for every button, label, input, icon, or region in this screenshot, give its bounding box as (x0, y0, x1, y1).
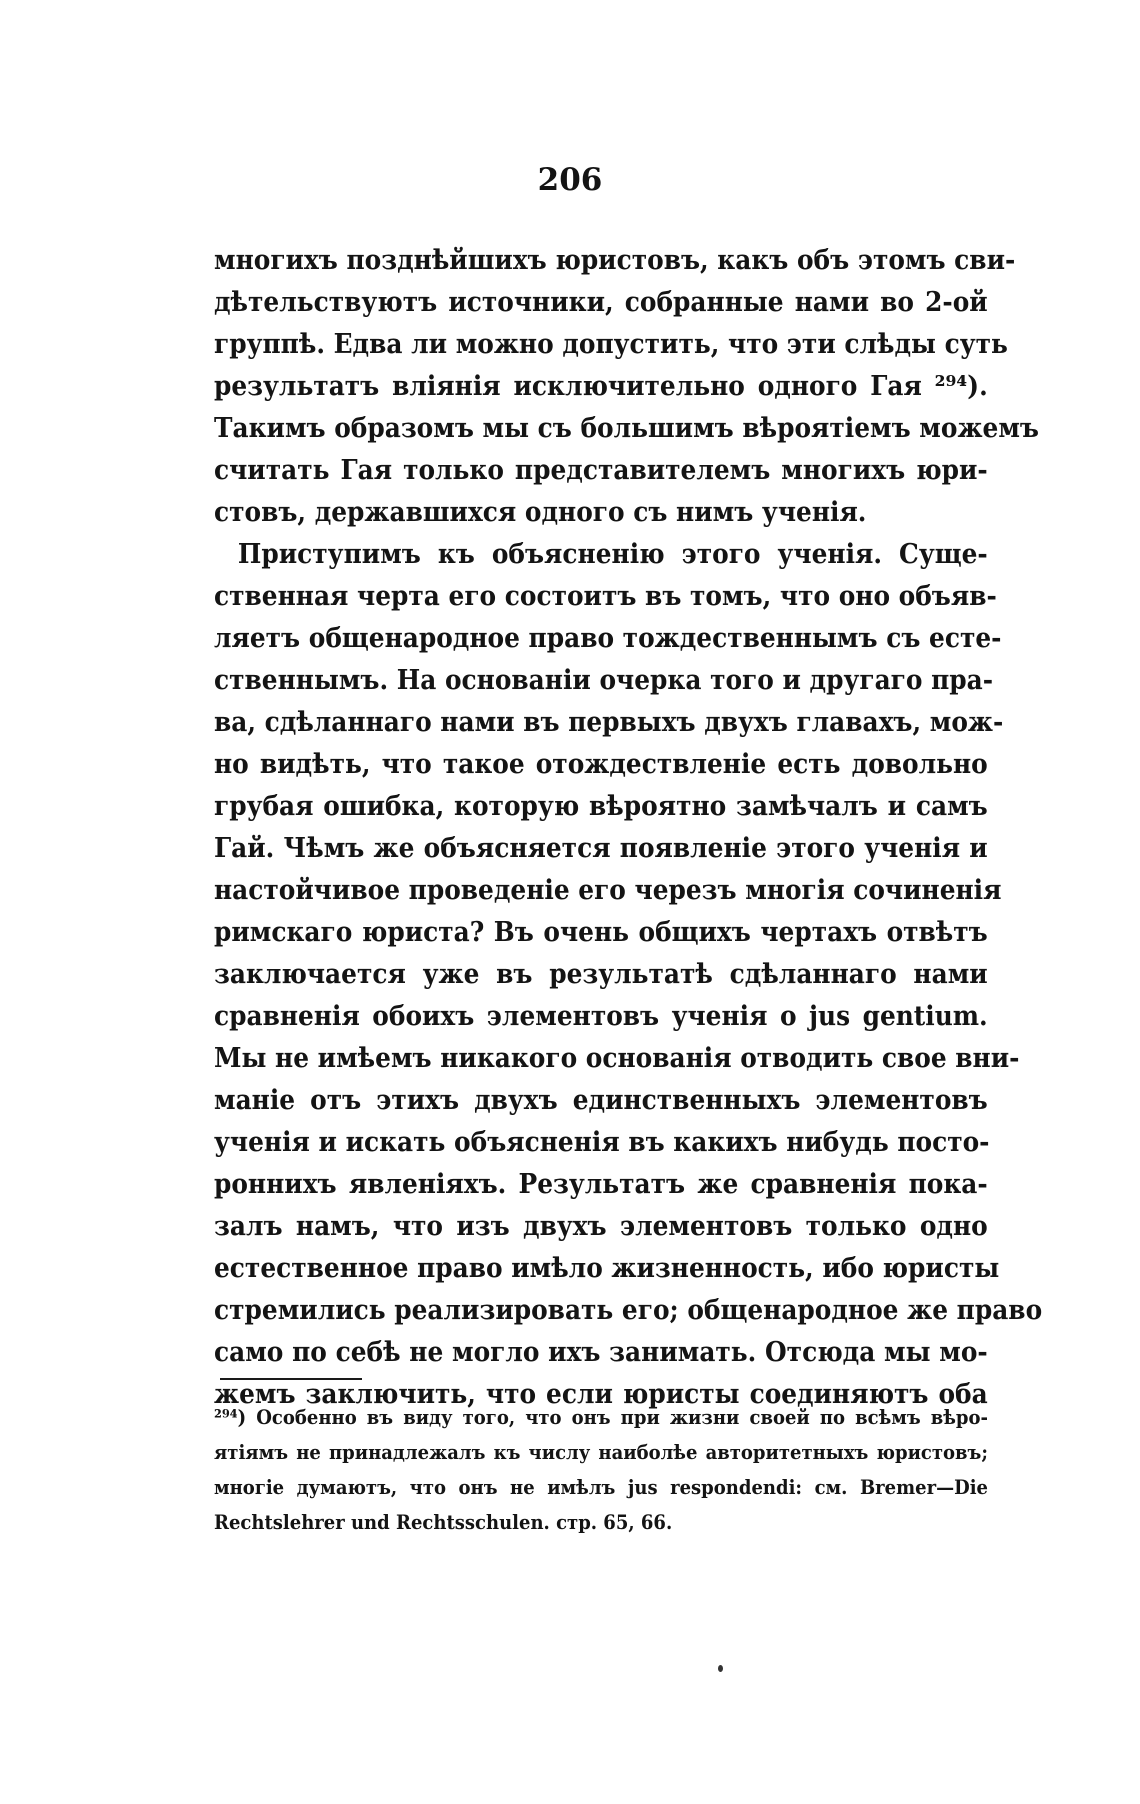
body-line: группѣ. Едва ли можно допустить, что эти слѣды суть (214, 329, 1008, 360)
body-line: залъ намъ, что изъ двухъ элементовъ только одно (214, 1211, 988, 1242)
footnote-line: ятіямъ не принадлежалъ къ числу наиболѣе авторитетныхъ юристовъ; (214, 1440, 988, 1464)
body-line: Мы не имѣемъ никакого основанія отводить свое вни- (214, 1043, 1020, 1074)
body-line: считать Гая только представителемъ многихъ юри- (214, 455, 988, 486)
footnote-line: многіе думаютъ, что онъ не имѣлъ jus respondendi: см. Bremer—Die (214, 1475, 988, 1499)
page-number: 206 (537, 162, 603, 198)
footnotes (214, 1400, 988, 1540)
footnote-line: Rechtslehrer und Rechtsschulen. стр. 65, 66. (214, 1510, 673, 1534)
body-line: многихъ позднѣйшихъ юристовъ, какъ объ этомъ сви- (214, 245, 1016, 276)
body-line: но видѣть, что такое отождествленіе есть довольно (214, 749, 988, 780)
body-line: маніе отъ этихъ двухъ единственныхъ элементовъ (214, 1085, 988, 1116)
body-line: ляетъ общенародное право тождественнымъ съ есте- (214, 623, 1002, 654)
body-line: грубая ошибка, которую вѣроятно замѣчалъ и самъ (214, 791, 988, 822)
body-line: жемъ заключить, что если юристы соединяютъ оба (214, 1379, 988, 1410)
body-line: дѣтельствуютъ источники, собранные нами во 2-ой (214, 287, 988, 318)
body-line: римскаго юриста? Въ очень общихъ чертахъ отвѣтъ (214, 917, 988, 948)
body-line: естественное право имѣло жизненность, ибо юристы (214, 1253, 1000, 1284)
body-line: Такимъ образомъ мы съ большимъ вѣроятіемъ можемъ (214, 413, 1039, 444)
body-line: результатъ вліянія исключительно одного Гая ²⁹⁴). (214, 371, 988, 402)
body-line: Гай. Чѣмъ же объясняется появленіе этого ученія и (214, 833, 988, 864)
ink-speck (718, 1665, 723, 1672)
footnote-divider (220, 1378, 362, 1380)
body-line: ственнымъ. На основаніи очерка того и другаго пра- (214, 665, 994, 696)
body-line: ученія и искать объясненія въ какихъ нибудь посто- (214, 1127, 990, 1158)
body-line: само по себѣ не могло ихъ занимать. Отсюда мы мо- (214, 1337, 988, 1368)
footnote-line: ²⁹⁴) Особенно въ виду того, что онъ при жизни своей по всѣмъ вѣро- (214, 1405, 988, 1429)
body-line: ва, сдѣланнаго нами въ первыхъ двухъ главахъ, мож- (214, 707, 1004, 738)
body-line: заключается уже въ результатѣ сдѣланнаго нами (214, 959, 988, 990)
body-line: ственная черта его состоитъ въ томъ, что оно объяв- (214, 581, 997, 612)
body-line: настойчивое проведеніе его черезъ многія сочиненія (214, 875, 1002, 906)
body-line: стремились реализировать его; общенародное же право (214, 1295, 1043, 1326)
body-line: сравненія обоихъ элементовъ ученія о jus gentium. (214, 1001, 988, 1032)
body-text (214, 240, 1043, 1416)
paragraph-start-line: Приступимъ къ объясненію этого ученія. Суще- (237, 539, 988, 570)
body-line: стовъ, державшихся одного съ нимъ ученія. (214, 497, 867, 528)
body-line: роннихъ явленіяхъ. Результатъ же сравненія пока- (214, 1169, 988, 1200)
